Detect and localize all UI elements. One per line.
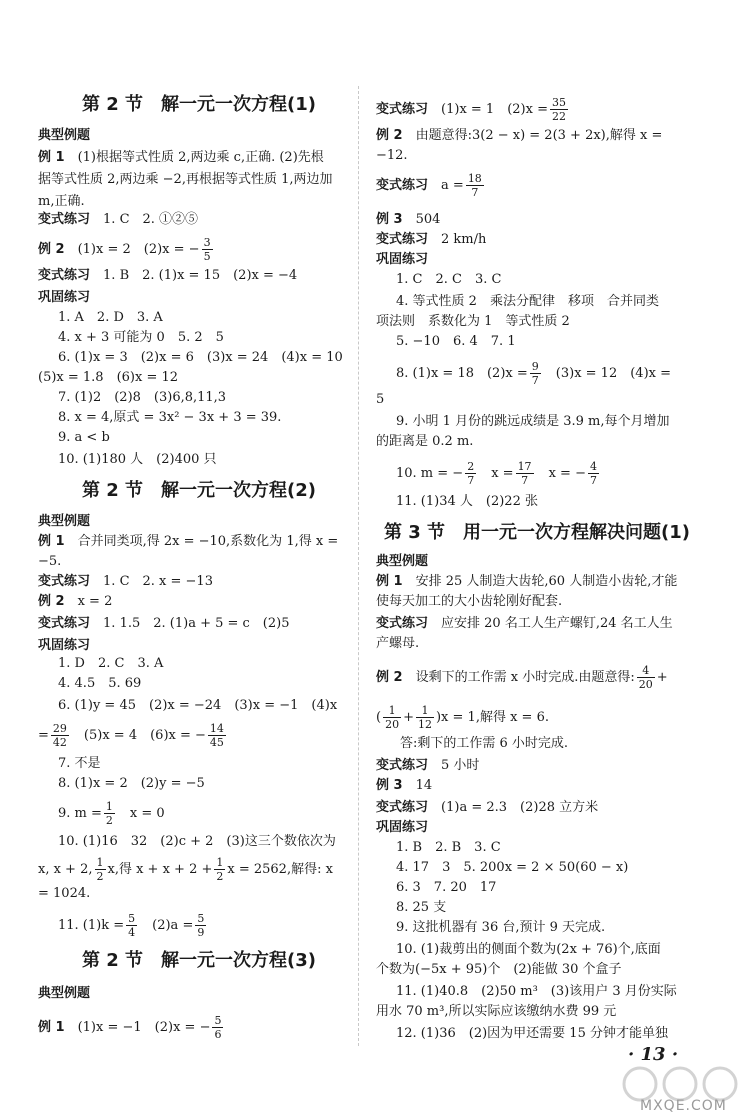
answer-line: = 1024.: [38, 886, 91, 901]
answer-line: 10. (1)16 32 (2)c + 2 (3)这三个数依次为: [58, 834, 336, 849]
answer-line: 项法则 系数化为 1 等式性质 2: [376, 314, 570, 329]
variant-line: 变式练习 1. C 2. x = −13: [38, 574, 213, 589]
variant-line: 变式练习 1. 1.5 2. (1)a + 5 = c (2)5: [38, 616, 290, 631]
answer-line: 9. 小明 1 月份的跳远成绩是 3.9 m,每个月增加: [396, 414, 670, 429]
answer-line: 11. (1)40.8 (2)50 m³ (3)该用户 3 月份实际: [396, 984, 677, 999]
answer-line: 4. x + 3 可能为 0 5. 2 5: [58, 330, 224, 345]
subheading-typical: 典型例题: [38, 986, 91, 1001]
answer-line: 8. x = 4,原式 = 3x² − 3x + 3 = 39.: [58, 410, 282, 425]
subheading-typical: 典型例题: [376, 554, 429, 569]
subheading-consolidate: 巩固练习: [376, 252, 429, 267]
answer-line: 10. (1)180 人 (2)400 只: [58, 452, 217, 467]
subheading-typical: 典型例题: [38, 128, 91, 143]
answer-line: x, x + 2, $\frac{1}{2}$ x,得 x + x + 2 + $\frac{1}{2}$ x = 2562,解得: x: [38, 856, 333, 883]
column-divider: [358, 86, 359, 1046]
text-line: m,正确.: [38, 194, 85, 209]
section-title: 第 2 节 解一元一次方程(1): [82, 94, 317, 115]
example-line: 例 1 合并同类项,得 2x = −10,系数化为 1,得 x =: [38, 534, 339, 549]
example-line: 例 1 安排 25 人制造大齿轮,60 人制造小齿轮,才能: [376, 574, 678, 589]
variant-line: 变式练习 1. B 2. (1)x = 15 (2)x = −4: [38, 268, 298, 283]
answer-line: 4. 等式性质 2 乘法分配律 移项 合并同类: [396, 294, 659, 309]
answer-line: 6. (1)y = 45 (2)x = −24 (3)x = −1 (4)x: [58, 698, 338, 713]
answer-line: 8. (1)x = 18 (2)x = $\frac{9}{7}$ (3)x = 12 (4)x =: [396, 360, 671, 387]
answer-line: 1. B 2. B 3. C: [396, 840, 501, 855]
answer-line: 5. −10 6. 4 7. 1: [396, 334, 516, 349]
example-line: 例 2 设剩下的工作需 x 小时完成.由题意得: $\frac{4}{20}$ +: [376, 664, 668, 691]
answer-line: 11. (1)k = $\frac{5}{4}$ (2)a = $\frac{5}{9}$: [58, 912, 205, 939]
page-number: · 13 ·: [628, 1044, 679, 1065]
answer-line: 1. C 2. C 3. C: [396, 272, 502, 287]
answer-line: 用水 70 m³,所以实际应该缴纳水费 99 元: [376, 1004, 617, 1019]
answer-line: 4. 4.5 5. 69: [58, 676, 142, 691]
example-line: 例 2 x = 2: [38, 594, 113, 609]
example-line: 例 1 (1)x = −1 (2)x = − $\frac{5}{6}$: [38, 1014, 222, 1041]
text-line: ( $\frac{1}{20}$ + $\frac{1}{12}$ )x = 1,解得 x = 6.: [376, 704, 549, 731]
example-line: 例 2 (1)x = 2 (2)x = − $\frac{3}{5}$: [38, 236, 211, 263]
answer-line: 个数为(−5x + 95)个 (2)能做 30 个盒子: [376, 962, 622, 977]
answer-line: 9. m = $\frac{1}{2}$ x = 0: [58, 800, 165, 827]
answer-line: 10. m = − $\frac{2}{7}$ x = $\frac{17}{7}$ x = − $\frac{4}{7}$: [396, 460, 597, 487]
section-title: 第 2 节 解一元一次方程(3): [82, 950, 317, 971]
example-line: 例 3 14: [376, 778, 433, 793]
answer-line: 5: [376, 392, 385, 407]
variant-line: 变式练习 (1)x = 1 (2)x = $\frac{35}{22}$: [376, 96, 566, 123]
text-line: 使每天加工的大小齿轮刚好配套.: [376, 594, 563, 609]
section-title: 第 2 节 解一元一次方程(2): [82, 480, 317, 501]
answer-line: = $\frac{29}{42}$ (5)x = 4 (6)x = − $\frac{14}{45}$: [38, 722, 224, 749]
variant-line: 变式练习 1. C 2. ①②⑤: [38, 212, 199, 227]
fraction: $\frac{3}{5}$: [203, 236, 211, 263]
text-line: −12.: [376, 148, 408, 163]
example-line: 例 1 (1)根据等式性质 2,两边乘 c,正确. (2)先根: [38, 150, 324, 165]
example-line: 例 2 由题意得:3(2 − x) = 2(3 + 2x),解得 x =: [376, 128, 663, 143]
answer-line: 11. (1)34 人 (2)22 张: [396, 494, 538, 509]
variant-line: 变式练习 2 km/h: [376, 232, 487, 247]
answer-line: 9. a < b: [58, 430, 110, 445]
answer-line: 10. (1)裁剪出的侧面个数为(2x + 76)个,底面: [396, 942, 661, 957]
section-title: 第 3 节 用一元一次方程解决问题(1): [384, 522, 691, 543]
subheading-consolidate: 巩固练习: [38, 290, 91, 305]
answer-line: 6. 3 7. 20 17: [396, 880, 497, 895]
watermark-url: MXQE.COM: [640, 1098, 727, 1114]
answer-line: 的距离是 0.2 m.: [376, 434, 474, 449]
text-line: −5.: [38, 554, 62, 569]
subheading-consolidate: 巩固练习: [376, 820, 429, 835]
text-line: 答:剩下的工作需 6 小时完成.: [400, 736, 569, 751]
example-line: 例 3 504: [376, 212, 441, 227]
answer-line: 7. (1)2 (2)8 (3)6,8,11,3: [58, 390, 227, 405]
answer-line: 4. 17 3 5. 200x = 2 × 50(60 − x): [396, 860, 629, 875]
answer-line: 8. 25 支: [396, 900, 447, 915]
answer-line: 6. (1)x = 3 (2)x = 6 (3)x = 24 (4)x = 10: [58, 350, 343, 365]
subheading-consolidate: 巩固练习: [38, 638, 91, 653]
answer-line: 8. (1)x = 2 (2)y = −5: [58, 776, 205, 791]
variant-line: 变式练习 应安排 20 名工人生产螺钉,24 名工人生: [376, 616, 673, 631]
text-line: 据等式性质 2,两边乘 −2,再根据等式性质 1,两边加: [38, 172, 333, 187]
answer-line: 12. (1)36 (2)因为甲还需要 15 分钟才能单独: [396, 1026, 668, 1041]
answer-line: (5)x = 1.8 (6)x = 12: [38, 370, 179, 385]
answer-line: 7. 不是: [58, 756, 101, 771]
variant-line: 变式练习 5 小时: [376, 758, 480, 773]
variant-line: 变式练习 (1)a = 2.3 (2)28 立方米: [376, 800, 599, 815]
variant-line: 变式练习 a = $\frac{18}{7}$: [376, 172, 482, 199]
subheading-typical: 典型例题: [38, 514, 91, 529]
answer-line: 1. A 2. D 3. A: [58, 310, 163, 325]
answer-line: 9. 这批机器有 36 台,预计 9 天完成.: [396, 920, 606, 935]
text-line: 产螺母.: [376, 636, 420, 651]
answer-line: 1. D 2. C 3. A: [58, 656, 164, 671]
